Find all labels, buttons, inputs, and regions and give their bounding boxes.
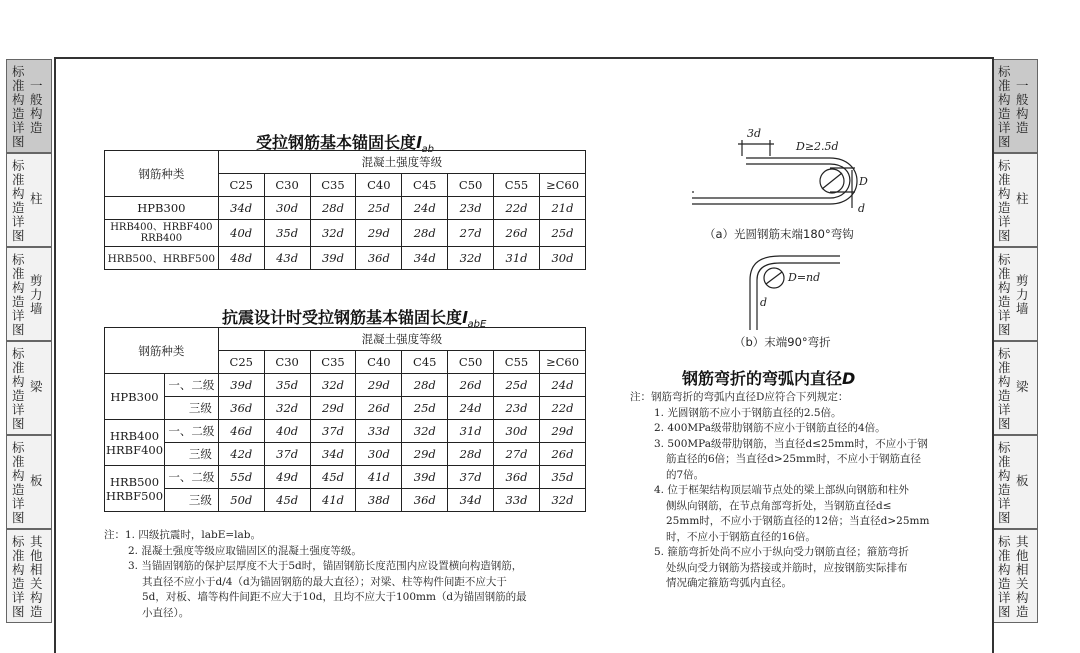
table-cell: 33d: [494, 489, 540, 512]
tab-prefix: 标准构造详图: [12, 346, 25, 431]
table-cell: 37d: [310, 420, 356, 443]
right-index: [992, 57, 1038, 651]
index-tab-column[interactable]: [6, 153, 52, 247]
table-cell: 23d: [494, 397, 540, 420]
grade-head: C55: [494, 351, 540, 374]
index-tab-column[interactable]: [992, 153, 1038, 247]
dim-3d-label: 3d: [747, 127, 762, 140]
table-cell: 29d: [356, 220, 402, 247]
seismic-anchorage-table: [104, 327, 586, 512]
table-cell: 34d: [402, 247, 448, 270]
table-cell: 28d: [310, 197, 356, 220]
note-line: 小直径）。: [142, 606, 190, 619]
tab-label: 柱: [30, 191, 43, 206]
table-cell: 46d: [218, 420, 264, 443]
table-cell: 21d: [539, 197, 585, 220]
table-cell: 49d: [264, 466, 310, 489]
tab-label: 一般构造: [30, 78, 43, 135]
table1-title: 受拉钢筋基本锚固长度$l_{ab}$: [256, 133, 434, 156]
table-cell: 31d: [448, 420, 494, 443]
table2-title: 抗震设计时受拉钢筋基本锚固长度$l_{abE}$: [222, 308, 487, 331]
dim-d-label: d: [858, 202, 866, 215]
grade-head: C45: [402, 351, 448, 374]
tab-label: 其他相关构造: [30, 534, 43, 619]
note-line: 5d，对板、墙等构件间距不应大于10d，且均不应大于100mm（d为锚固钢筋的最: [142, 591, 527, 603]
grade-head: ≥C60: [539, 351, 585, 374]
grade-head: ≥C60: [539, 174, 585, 197]
table-cell: 30d: [539, 247, 585, 270]
index-tab-slab[interactable]: [6, 435, 52, 529]
table-cell: 39d: [402, 466, 448, 489]
tab-prefix: 标准构造详图: [12, 440, 25, 525]
index-tab-shear-wall[interactable]: [6, 247, 52, 341]
table-cell: 24d: [448, 397, 494, 420]
note-line: 1. 光圆钢筋不应小于钢筋直径的2.5倍。: [654, 406, 842, 419]
table-cell: 24d: [402, 197, 448, 220]
grade-head: C55: [494, 174, 540, 197]
table-cell: 41d: [356, 466, 402, 489]
index-tab-general[interactable]: [992, 59, 1038, 153]
table-cell: 25d: [539, 220, 585, 247]
index-tab-general[interactable]: [6, 59, 52, 153]
note-line: 的7倍。: [666, 468, 705, 481]
table-cell: 27d: [448, 220, 494, 247]
table-cell: 30d: [494, 420, 540, 443]
table-cell: 30d: [356, 443, 402, 466]
dim-D-label: D=nd: [788, 271, 821, 284]
table-group-head: 混凝土强度等级: [218, 328, 585, 351]
table-cell: 43d: [264, 247, 310, 270]
table-group-head: 混凝土强度等级: [218, 151, 585, 174]
table-col-head: 钢筋种类: [105, 328, 219, 374]
table-cell: 26d: [356, 397, 402, 420]
table-cell: 35d: [264, 220, 310, 247]
tab-prefix: 标准构造详图: [998, 158, 1011, 243]
tab-prefix: 标准构造详图: [12, 158, 25, 243]
table-cell: 36d: [402, 489, 448, 512]
seismic-level: 一、二级: [164, 374, 218, 397]
grade-head: C35: [310, 174, 356, 197]
table-col-head: 钢筋种类: [105, 151, 219, 197]
table-cell: 27d: [494, 443, 540, 466]
tab-prefix: 标准构造详图: [998, 64, 1011, 149]
table-cell: 32d: [402, 420, 448, 443]
note-line: 25mm时，不应小于钢筋直径的12倍；当直径d>25mm: [666, 515, 930, 527]
table-cell: 34d: [310, 443, 356, 466]
table-cell: 32d: [264, 397, 310, 420]
index-tab-beam[interactable]: [992, 341, 1038, 435]
tab-prefix: 标准构造详图: [998, 346, 1011, 431]
tab-label: 剪力墙: [1016, 273, 1029, 316]
tab-label: 其他相关构造: [1016, 534, 1029, 619]
index-tab-beam[interactable]: [6, 341, 52, 435]
basic-anchorage-table: [104, 150, 586, 270]
hook-180-diagram: [680, 122, 880, 222]
index-tab-other[interactable]: [992, 529, 1038, 623]
note-line: 筋直径的6倍；当直径d>25mm时，不应小于钢筋直径: [666, 453, 921, 465]
table-cell: 36d: [356, 247, 402, 270]
tab-label: 梁: [1016, 379, 1029, 394]
note-line: 处纵向受力钢筋为搭接或并筋时，应按钢筋实际排布: [666, 561, 908, 574]
note-line: 2. 400MPa级带肋钢筋不应小于钢筋直径的4倍。: [654, 422, 886, 434]
table-cell: 26d: [494, 220, 540, 247]
tab-label: 板: [1016, 473, 1029, 488]
tab-label: 板: [30, 473, 43, 488]
index-tab-other[interactable]: [6, 529, 52, 623]
table-cell: 29d: [310, 397, 356, 420]
table-cell: 35d: [264, 374, 310, 397]
table-cell: 32d: [539, 489, 585, 512]
table-cell: 36d: [218, 397, 264, 420]
note-line: 3. 500MPa级带肋钢筋，当直径d≤25mm时，不应小于钢: [654, 437, 928, 450]
table-cell: 30d: [264, 197, 310, 220]
table-cell: 32d: [310, 220, 356, 247]
grade-head: C50: [448, 174, 494, 197]
note-line: 注：1. 四级抗震时，labE=lab。: [104, 529, 261, 541]
rebar-type: HRB400 HRBF400: [105, 420, 165, 466]
tab-prefix: 标准构造详图: [12, 252, 25, 337]
table-cell: 35d: [539, 466, 585, 489]
bend-section-title: 钢筋弯折的弯弧内直径D: [682, 369, 856, 388]
table-cell: 28d: [402, 220, 448, 247]
dim-d-label: d: [760, 296, 768, 309]
table-cell: 22d: [494, 197, 540, 220]
table-cell: 34d: [448, 489, 494, 512]
seismic-level: 一、二级: [164, 466, 218, 489]
table-cell: 45d: [310, 466, 356, 489]
bend-notes: [630, 390, 985, 592]
table-cell: 32d: [448, 247, 494, 270]
table-cell: 25d: [494, 374, 540, 397]
seismic-level: 一、二级: [164, 420, 218, 443]
table-cell: 28d: [448, 443, 494, 466]
table-cell: 26d: [539, 443, 585, 466]
table-cell: 39d: [218, 374, 264, 397]
note-line: 情况确定箍筋弯弧内直径。: [666, 577, 792, 589]
table-cell: 37d: [448, 466, 494, 489]
table-cell: 25d: [356, 197, 402, 220]
left-index: [6, 57, 52, 651]
table-cell: 31d: [494, 247, 540, 270]
note-line: 时，不应小于钢筋直径的16倍。: [666, 530, 816, 543]
table-cell: 29d: [356, 374, 402, 397]
tab-prefix: 标准构造详图: [998, 534, 1011, 619]
tab-prefix: 标准构造详图: [998, 252, 1011, 337]
index-tab-slab[interactable]: [992, 435, 1038, 529]
rebar-type: HRB400、HRBF400 RRB400: [105, 220, 219, 247]
table-cell: 36d: [494, 466, 540, 489]
table-cell: 34d: [218, 197, 264, 220]
table-cell: 28d: [402, 374, 448, 397]
table-cell: 40d: [218, 220, 264, 247]
grade-head: C35: [310, 351, 356, 374]
table-cell: 39d: [310, 247, 356, 270]
tab-prefix: 标准构造详图: [12, 534, 25, 619]
tab-label: 剪力墙: [30, 273, 43, 316]
table-cell: 26d: [448, 374, 494, 397]
fig-b-caption: （b）末端90°弯折: [734, 335, 831, 349]
table-cell: 48d: [218, 247, 264, 270]
table-cell: 32d: [310, 374, 356, 397]
table-cell: 50d: [218, 489, 264, 512]
fig-a-caption: （a）光圆钢筋末端180°弯钩: [704, 227, 854, 241]
seismic-level: 三级: [164, 443, 218, 466]
note-line: 注：钢筋弯折的弯弧内直径D应符合下列规定：: [630, 391, 849, 403]
tab-prefix: 标准构造详图: [12, 64, 25, 149]
grade-head: C50: [448, 351, 494, 374]
table-cell: 37d: [264, 443, 310, 466]
tab-label: 柱: [1016, 191, 1029, 206]
table-cell: 23d: [448, 197, 494, 220]
rebar-type: HPB300: [105, 374, 165, 420]
table-cell: 45d: [264, 489, 310, 512]
tab-label: 一般构造: [1016, 78, 1029, 135]
table-cell: 24d: [539, 374, 585, 397]
grade-head: C45: [402, 174, 448, 197]
bend-90-diagram: [730, 250, 870, 332]
grade-head: C30: [264, 174, 310, 197]
grade-head: C30: [264, 351, 310, 374]
table-cell: 29d: [539, 420, 585, 443]
grade-head: C40: [356, 174, 402, 197]
table-cell: 41d: [310, 489, 356, 512]
grade-head: C25: [218, 174, 264, 197]
note-line: 2. 混凝土强度等级应取锚固区的混凝土强度等级。: [128, 544, 362, 557]
note-line: 4. 位于框架结构顶层端节点处的梁上部纵向钢筋和柱外: [654, 484, 909, 496]
table-cell: 55d: [218, 466, 264, 489]
seismic-level: 三级: [164, 397, 218, 420]
table-cell: 42d: [218, 443, 264, 466]
note-line: 其直径不应小于d/4（d为锚固钢筋的最大直径）；对梁、柱等构件间距不应大于: [142, 575, 507, 588]
rebar-type: HRB500、HRBF500: [105, 247, 219, 270]
table-cell: 29d: [402, 443, 448, 466]
table-cell: 22d: [539, 397, 585, 420]
dim-D-label: D≥2.5d: [796, 140, 839, 153]
dim-D-side-label: D: [859, 175, 868, 188]
grade-head: C40: [356, 351, 402, 374]
tab-prefix: 标准构造详图: [998, 440, 1011, 525]
anchorage-notes: [104, 528, 594, 621]
table-cell: 38d: [356, 489, 402, 512]
index-tab-shear-wall[interactable]: [992, 247, 1038, 341]
rebar-type: HPB300: [105, 197, 219, 220]
tab-label: 梁: [30, 379, 43, 394]
grade-head: C25: [218, 351, 264, 374]
rebar-type: HRB500 HRBF500: [105, 466, 165, 512]
table-cell: 33d: [356, 420, 402, 443]
seismic-level: 三级: [164, 489, 218, 512]
note-line: 5. 箍筋弯折处尚不应小于纵向受力钢筋直径；箍筋弯折: [654, 546, 909, 558]
table-cell: 40d: [264, 420, 310, 443]
note-line: 3. 当锚固钢筋的保护层厚度不大于5d时，锚固钢筋长度范围内应设置横向构造钢筋，: [128, 560, 523, 572]
note-line: 侧纵向钢筋，在节点角部弯折处，当钢筋直径d≤: [666, 499, 892, 512]
table-cell: 25d: [402, 397, 448, 420]
